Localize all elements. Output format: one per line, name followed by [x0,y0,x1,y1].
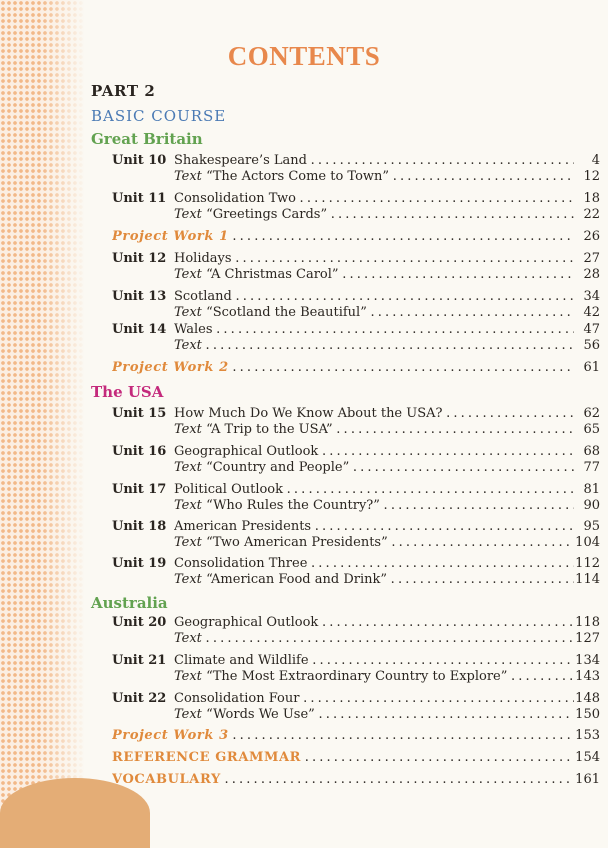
text-label: Text [174,669,202,684]
page-number: 65 [583,422,600,437]
unit-label: Unit 19 [112,556,167,571]
page-number: 153 [575,728,600,743]
page-number: 34 [583,289,600,304]
text-label: Text [174,207,202,222]
entry-title [174,706,574,723]
entry-title [174,459,574,476]
toc-entry-unit-21-text[interactable] [112,668,600,685]
toc-entry-unit-10[interactable] [112,152,600,169]
entry-title: Consolidation Four . . . [174,690,574,707]
entry-title [174,266,574,283]
page-number: 22 [583,207,600,222]
entry-title [174,206,574,223]
page-number: 42 [583,305,600,320]
page-number: 104 [575,535,600,550]
page-number: 27 [583,251,600,266]
page-number: 68 [583,444,600,459]
text-title: “A Christmas Carol” [206,267,339,282]
page-number: 18 [583,191,600,206]
entry-title [174,630,574,647]
entry-title [174,668,574,685]
text-label: Text [174,498,202,513]
page-number: 154 [575,750,600,765]
text-title: “American Food and Drink” [206,572,388,587]
entry-title: Political Outlook . . . [174,481,574,498]
toc-entry-unit-14[interactable] [112,321,600,338]
toc-entry-unit-13-text[interactable] [112,304,600,321]
project-title: Project Work 3 [112,728,229,743]
toc-entry-unit-15-text[interactable] [112,421,600,438]
text-label: Text [174,267,202,282]
unit-label: Unit 15 [112,406,167,421]
page-number: 95 [583,519,600,534]
entry-title: Holidays . . . [174,250,574,267]
page-number: 112 [575,556,600,571]
text-title: “A Trip to the USA” [206,422,333,437]
toc-entry-unit-10-text[interactable] [112,168,600,185]
section-great-britain: Great Britain [91,130,203,148]
text-title: “Two American Presidents” [206,535,388,550]
toc-entry-unit-13[interactable] [112,288,600,305]
toc-entry-unit-22-text[interactable] [112,706,600,723]
entry-title [174,304,574,321]
text-title: “Words We Use” [206,707,315,722]
entry-title [174,497,574,514]
page-number: 161 [575,772,600,787]
toc-entry-unit-16[interactable] [112,443,600,460]
course-heading: BASIC COURSE [91,107,227,125]
text-title: “Who Rules the Country?” [206,498,380,513]
entry-title: American Presidents . . . [174,518,574,535]
toc-entry-unit-14-text[interactable] [112,337,600,354]
page-number: 4 [591,153,600,168]
page-number: 28 [583,267,600,282]
entry-title [174,421,574,438]
text-label: Text [174,422,202,437]
page-number: 150 [575,707,600,722]
page-number: 148 [575,691,600,706]
page-number: 47 [583,322,600,337]
page-number: 90 [583,498,600,513]
unit-label: Unit 21 [112,653,167,668]
entry-title [112,228,574,245]
toc-entry-unit-17-text[interactable] [112,497,600,514]
vocabulary-title: VOCABULARY [112,772,221,787]
section-the-usa: The USA [91,383,164,401]
entry-title: Geographical Outlook . . . [174,443,574,460]
entry-title [112,771,574,788]
text-label: Text [174,572,202,587]
text-label: Text [174,338,202,353]
entry-title [112,727,574,744]
toc-entry-unit-18[interactable] [112,518,600,535]
entry-title [174,534,574,551]
toc-entry-unit-11-text[interactable] [112,206,600,223]
toc-entry-unit-18-text[interactable] [112,534,600,551]
toc-entry-unit-20-text[interactable] [112,630,600,647]
page-number: 62 [583,406,600,421]
text-title: “Scotland the Beautiful” [206,305,367,320]
entry-title: Consolidation Two . . . [174,190,574,207]
page-number: 61 [583,360,600,375]
entry-title: How Much Do We Know About the USA? . . . [174,405,574,422]
unit-label: Unit 13 [112,289,167,304]
unit-label: Unit 18 [112,519,167,534]
toc-entry-unit-15[interactable] [112,405,600,422]
text-label: Text [174,631,202,646]
unit-label: Unit 11 [112,191,167,206]
toc-entry-unit-12[interactable] [112,250,600,267]
unit-label: Unit 12 [112,251,167,266]
toc-entry-unit-19-text[interactable] [112,571,600,588]
reference-title: REFERENCE GRAMMAR [112,750,302,765]
text-label: Text [174,305,202,320]
page-number: 26 [583,229,600,244]
entry-title [174,337,574,354]
unit-label: Unit 22 [112,691,167,706]
text-label: Text [174,460,202,475]
toc-entry-unit-12-text[interactable] [112,266,600,283]
toc-entry-unit-16-text[interactable] [112,459,600,476]
toc-entry-unit-19[interactable] [112,555,600,572]
project-title: Project Work 2 [112,360,229,375]
toc-entry-vocabulary[interactable] [112,771,600,788]
part-heading: PART 2 [91,82,156,100]
toc-entry-project-work-2[interactable] [112,359,600,376]
entry-title: Shakespeare’s Land . . . [174,152,574,169]
page-number: 143 [575,669,600,684]
text-title: “Greetings Cards” [206,207,328,222]
text-title: “Country and People” [206,460,350,475]
entry-title: Consolidation Three . . . [174,555,574,572]
section-australia: Australia [91,594,168,612]
text-label: Text [174,535,202,550]
page-number: 77 [583,460,600,475]
toc-entry-project-work-3[interactable] [112,727,600,744]
border-fade [40,0,86,812]
text-title: “The Actors Come to Town” [206,169,390,184]
entry-title [174,571,574,588]
text-label: Text [174,169,202,184]
page-number: 12 [583,169,600,184]
unit-label: Unit 17 [112,482,167,497]
toc-entry-unit-21[interactable] [112,652,600,669]
unit-label: Unit 20 [112,615,167,630]
page-number: 134 [575,653,600,668]
toc-entry-reference-grammar[interactable] [112,749,600,766]
unit-label: Unit 16 [112,444,167,459]
page-number: 56 [583,338,600,353]
page-title: CONTENTS [227,41,381,71]
page-number: 127 [575,631,600,646]
entry-title: Wales . . . [174,321,574,338]
text-title: “The Most Extraordinary Country to Explore” [206,669,508,684]
toc-entry-project-work-1[interactable] [112,228,600,245]
project-title: Project Work 1 [112,229,229,244]
page-number: 81 [583,482,600,497]
toc-entry-unit-20[interactable] [112,614,600,631]
entry-title [174,168,574,185]
text-label: Text [174,707,202,722]
entry-title: Climate and Wildlife . . . [174,652,574,669]
toc-entry-unit-11[interactable] [112,190,600,207]
toc-entry-unit-22[interactable] [112,690,600,707]
unit-label: Unit 14 [112,322,167,337]
decorative-corner-shape [0,778,150,848]
page-number: 118 [575,615,600,630]
unit-label: Unit 10 [112,153,167,168]
entry-title: Geographical Outlook . . . [174,614,574,631]
page-number: 114 [575,572,600,587]
entry-title [112,749,574,766]
toc-entry-unit-17[interactable] [112,481,600,498]
entry-title [112,359,574,376]
entry-title: Scotland . . . [174,288,574,305]
